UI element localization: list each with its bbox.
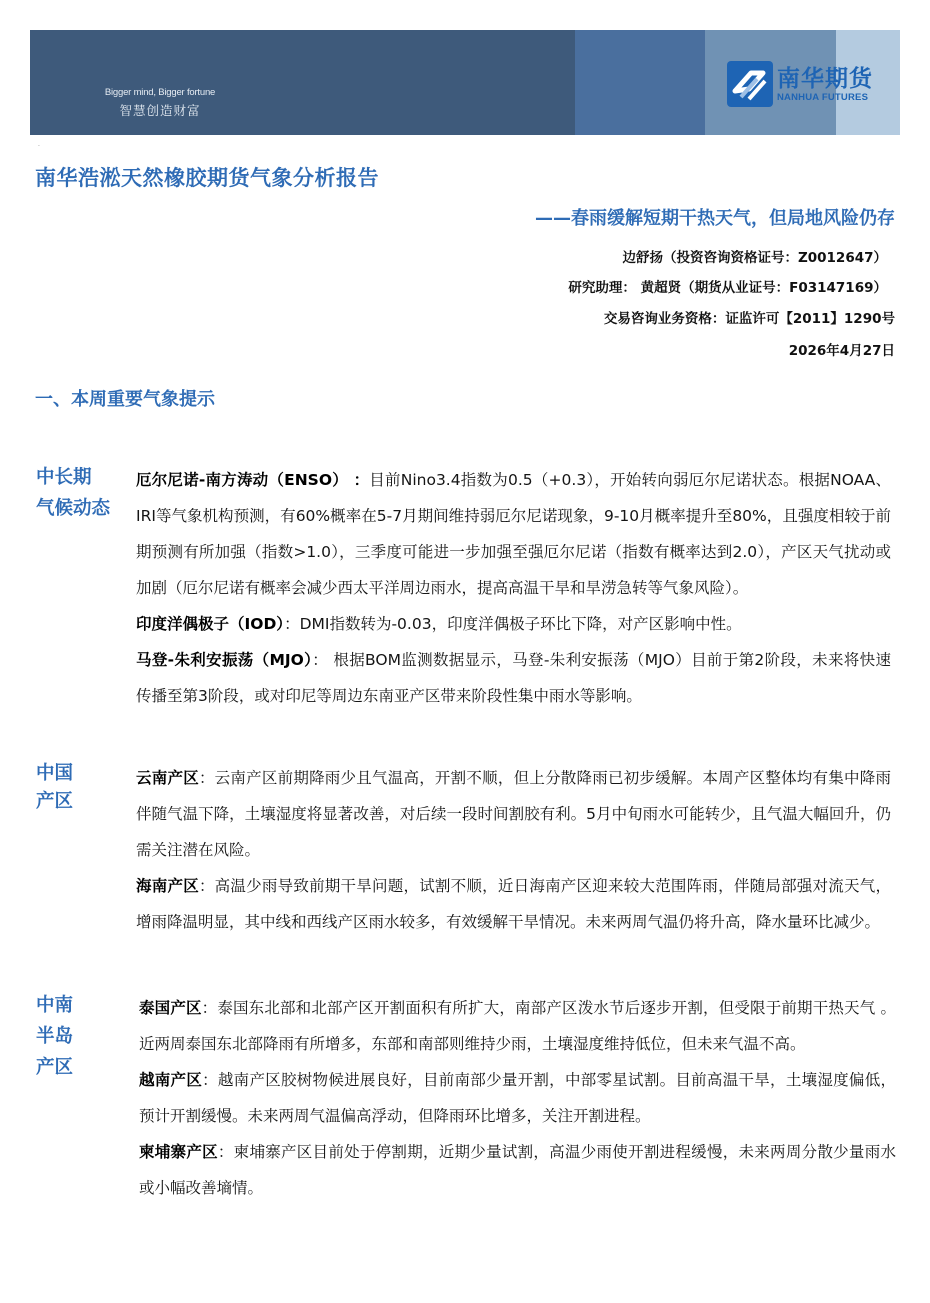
nanhua-logo-icon <box>727 61 773 107</box>
stray-mark: · <box>38 143 40 150</box>
item-separator: ： <box>198 769 215 787</box>
item-text: 高温少雨导致前期干旱问题，试割不顺，近日海南产区迎来较大范围阵雨，伴随局部强对流天气，增雨降温明显，其中线和西线产区雨水较多，有效缓解干旱情况。未来两周气温仍将升高，降水量环比减少。 <box>136 877 891 931</box>
item-title: 印度洋偶极子（IOD） <box>136 615 285 633</box>
item-separator: ： <box>201 999 218 1017</box>
slogan <box>90 87 230 119</box>
item-title: 云南产区 <box>136 769 199 787</box>
side-label-line: 中长期 <box>36 467 92 488</box>
item-text: 云南产区前期降雨少且气温高，开割不顺，但上分散降雨已初步缓解。本周产区整体均有集中降雨伴随气温下降，土壤湿度将显著改善，对后续一段时间割胶有利。5月中旬雨水可能转少，且气温大幅回升，仍需关注潜在风险。 <box>136 769 891 859</box>
company-logo <box>727 61 873 107</box>
item-separator: ： <box>198 877 215 895</box>
report-subtitle: ——春雨缓解短期干热天气，但局地风险仍存 <box>535 208 895 229</box>
paragraph-enso <box>136 462 891 606</box>
paragraph-thailand <box>139 990 896 1062</box>
side-label-line: 产区 <box>36 1057 74 1078</box>
logo-english-name: NANHUA FUTURES <box>777 91 869 103</box>
assistant-line: 研究助理： 黄超贤（期货从业证号：F03147169） <box>568 280 887 296</box>
item-title: 海南产区 <box>136 877 199 895</box>
author-line: 边舒扬（投资咨询资格证号：Z0012647） <box>622 250 887 266</box>
paragraph-yunnan <box>136 760 891 868</box>
paragraph-vietnam <box>139 1062 896 1134</box>
paragraph-mjo <box>136 642 891 714</box>
side-label-line: 半岛 <box>36 1026 74 1047</box>
block-content <box>139 990 896 1206</box>
item-text: 根据BOM监测数据显示，马登-朱利安振荡（MJO）目前于第2阶段，未来将快速传播至第3阶段，或对印尼等周边东南亚产区带来阶段性集中雨水等影响。 <box>136 651 891 705</box>
license-line: 交易咨询业务资格：证监许可【2011】1290号 <box>603 311 895 327</box>
side-label-line: 中南 <box>36 995 74 1016</box>
item-title: 厄尔尼诺-南方涛动（ENSO） <box>136 471 348 489</box>
side-label-line: 气候动态 <box>36 498 111 519</box>
slogan-english: Bigger mind, Bigger fortune <box>104 87 216 98</box>
logo-chinese-name: 南华期货 <box>777 65 873 92</box>
section-heading: 一、本周重要气象提示 <box>35 389 215 410</box>
report-title: 南华浩淞天然橡胶期货气象分析报告 <box>35 166 379 190</box>
banner-band <box>575 30 705 135</box>
item-separator: ： <box>312 651 334 669</box>
item-text: 目前Nino3.4指数为0.5（+0.3），开始转向弱厄尔尼诺状态。根据NOAA、IRI等气象机构预测，有60%概率在5-7月期间维持弱厄尔尼诺现象，9-10月概率提升至80%，且强度相较于前期预测有所加强（指数>1.0），三季度可能进一步加强至强厄尔尼诺（指数有概率达到2.0），产区天气扰动或加剧（厄尔尼诺有概率会减少西太平洋周边雨水，提高高温干旱和旱涝急转等气象风险）。 <box>136 471 892 597</box>
paragraph-hainan <box>136 868 891 940</box>
paragraph-iod <box>136 606 891 642</box>
paragraph-cambodia <box>139 1134 896 1206</box>
block-content <box>136 760 891 940</box>
item-text: 越南产区胶树物候进展良好，目前南部少量开割，中部零星试割。目前高温干旱，土壤湿度偏低，预计开割缓慢。未来两周气温偏高浮动，但降雨环比增多，关注开割进程。 <box>139 1071 896 1125</box>
report-banner <box>30 30 900 135</box>
side-label <box>36 990 73 1083</box>
side-label-line: 产区 <box>36 791 74 812</box>
item-separator: ： <box>347 471 370 489</box>
item-title: 马登-朱利安振荡（MJO） <box>136 651 313 669</box>
item-text: 泰国东北部和北部产区开割面积有所扩大，南部产区泼水节后逐步开割，但受限于前期干热天气 。近两周泰国东北部降雨有所增多，东部和南部则维持少雨，土壤湿度维持低位，但未来气温不高。 <box>139 999 896 1053</box>
item-separator: ： <box>217 1143 234 1161</box>
side-label <box>36 462 110 524</box>
slogan-chinese: 智慧创造财富 <box>119 103 201 118</box>
side-label-line: 中国 <box>36 763 74 784</box>
item-separator: ： <box>284 615 300 633</box>
item-text: 柬埔寨产区目前处于停割期，近期少量试割，高温少雨使开割进程缓慢，未来两周分散少量雨水或小幅改善墒情。 <box>139 1143 896 1197</box>
item-title: 柬埔寨产区 <box>139 1143 218 1161</box>
item-title: 越南产区 <box>139 1071 203 1089</box>
report-date: 2026年4月27日 <box>788 343 895 359</box>
item-title: 泰国产区 <box>139 999 202 1017</box>
block-content <box>136 462 891 714</box>
item-separator: ： <box>202 1071 218 1089</box>
side-label <box>36 760 73 816</box>
item-text: DMI指数转为-0.03，印度洋偶极子环比下降，对产区影响中性。 <box>299 615 742 633</box>
